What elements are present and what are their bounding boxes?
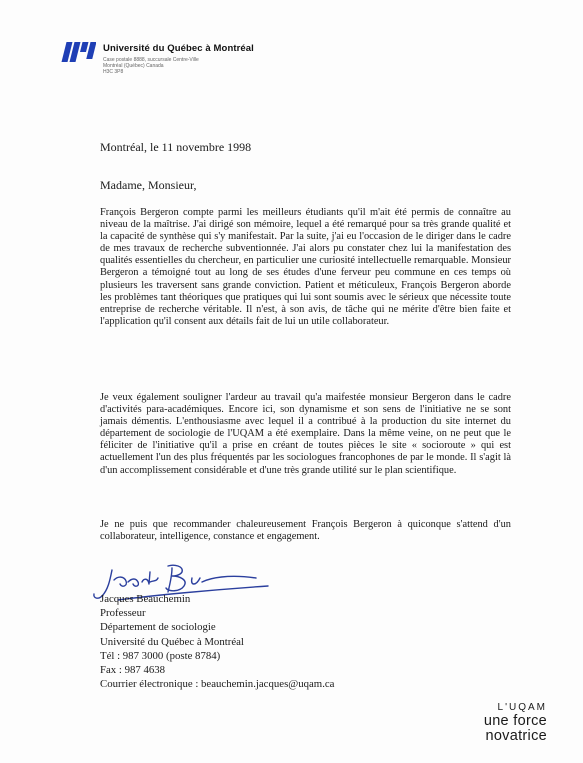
body-paragraph-1: François Bergeron compte parmi les meilleurs étudiants qu'il m'ait été permis de connaître au niveau de la maîtrise. J'ai dirigé son mémoire, lequel a été remarqué pour sa très grande qualité et la capacité de synthèse qui s'y manifestait. Par la suite, j'ai eu l'occasion de le diriger dans le cadre de mes travaux de recherche subventionnée. J'ai alors pu constater chez lui la manifestation des qualités essentielles du chercheur, en particulier une curiosité intellectuelle remarquable. Monsieur Bergeron a témoigné tout au long de ses études d'une ferveur peu commune en ces temps où plusieurs les traversent sans grande conviction. Patient et méticuleux, François Bergeron aborde les problèmes tant théoriques que pratiques qui lui sont soumis avec le sérieux que nécessite toute entreprise de recherche véritable. Il n'est, à son avis, de tâche qui ne mérite d'être bien faite et l'application qu'il consent aux détails fait de lui un utile collaborateur. (100, 207, 511, 327)
uqam-slogan (484, 702, 547, 744)
letter-date: Montréal, le 11 novembre 1998 (100, 140, 252, 154)
slogan-line-3: novatrice (485, 728, 547, 744)
signatory-phone: Tél : 987 3000 (poste 8784) (100, 649, 221, 662)
university-address (103, 57, 199, 75)
salutation: Madame, Monsieur, (100, 178, 197, 192)
signatory-fax: Fax : 987 4638 (100, 664, 166, 677)
signatory-name: Jacques Beauchemin (100, 593, 191, 605)
body-paragraph-3: Je ne puis que recommander chaleureusement François Bergeron à quiconque s'attend d'un collaborateur, intelligence, constance et engagement. (100, 519, 511, 543)
signatory-title: Professeur (100, 607, 146, 620)
signatory-university: Université du Québec à Montréal (100, 635, 244, 648)
signature-block (100, 592, 334, 691)
address-line: Montréal (Québec) Canada (103, 63, 164, 69)
body-paragraph-2: Je veux également souligner l'ardeur au travail qu'a maifestée monsieur Bergeron dans le cadre d'activités para-académiques. Encore ici, son dynamisme et son sens de l'initiative ne se sont jamais démentis. L'enthousiasme avec lequel il a contribué à la production du site internet du département de sociologie de l'UQAM a été exemplaire. Dans la même veine, on ne peut que le féliciter de l'initiative qu'il a prise en créant de toutes pièces le site « socioroute » qui est actuellement l'un des plus fréquentés par les sociologues francophones de par le monde. Il s'agit là d'un accomplissement considérable et d'une très grande utilité sur le plan scientifique. (100, 392, 511, 476)
signatory-department: Département de sociologie (100, 621, 216, 634)
university-name: Université du Québec à Montréal (103, 43, 254, 54)
address-line: H3C 3P8 (103, 69, 124, 75)
slogan-line-2: une force (483, 713, 547, 729)
uqam-logo-icon (60, 40, 96, 62)
slogan-line-1: L'UQAM (497, 702, 547, 713)
signatory-email: Courrier électronique : beauchemin.jacques@uqam.ca (100, 678, 335, 691)
address-line: Case postale 8888, succursale Centre-Ville (103, 57, 199, 63)
